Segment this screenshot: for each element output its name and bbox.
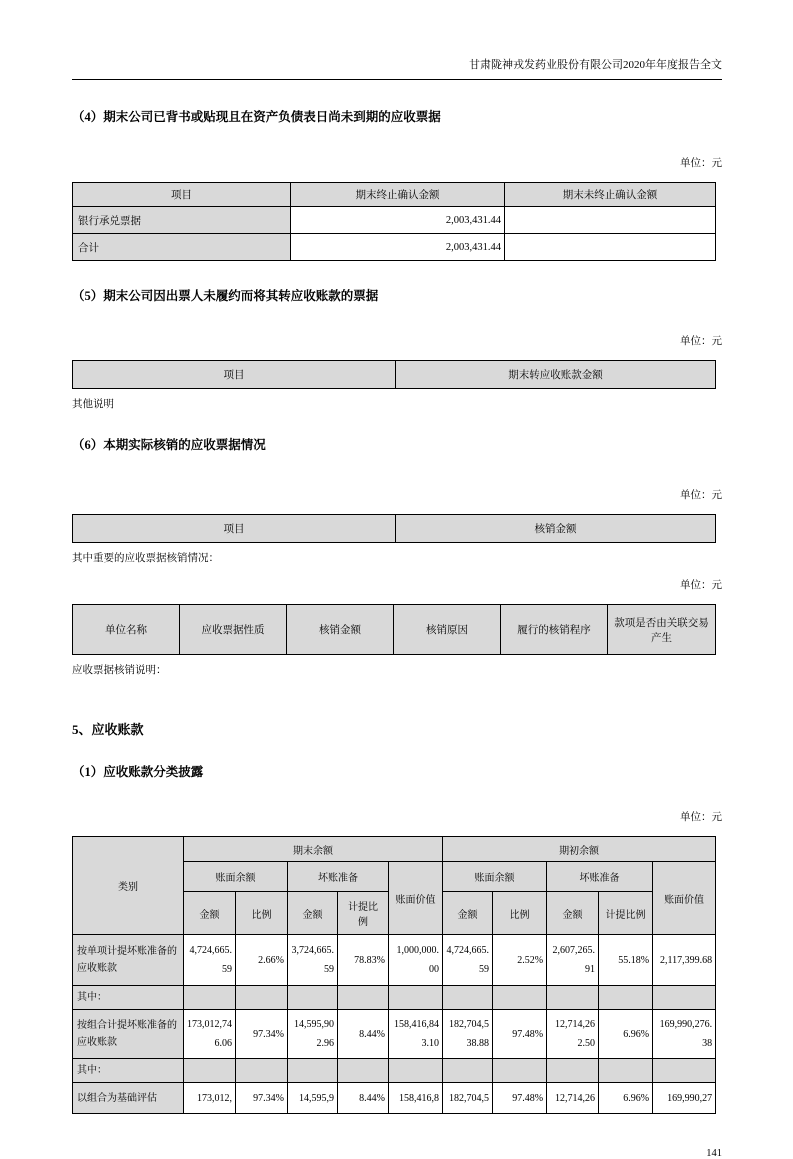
- cell-value: [288, 1059, 338, 1083]
- col-header: 核销金额: [396, 515, 716, 543]
- row-label: 按组合计提坏账准备的应收账款: [73, 1010, 184, 1059]
- cell-value: 97.34%: [236, 1010, 288, 1059]
- cell-value: [547, 1059, 599, 1083]
- col-header: 款项是否由关联交易产生: [608, 605, 716, 655]
- cell-value: [653, 1059, 716, 1083]
- cell-value: 12,714,26: [547, 1083, 599, 1114]
- col-header: 单位名称: [73, 605, 180, 655]
- table-header-row: [73, 361, 716, 389]
- cell-value: 173,012,746.06: [184, 1010, 236, 1059]
- col-header-end-balance: 期末余额: [184, 837, 443, 862]
- col-header-provision-ratio: 计提比例: [338, 892, 389, 935]
- row-label: 其中：: [73, 986, 184, 1010]
- cell-value: 97.34%: [236, 1083, 288, 1114]
- cell-value: [443, 986, 493, 1010]
- cell-value: 8.44%: [338, 1083, 389, 1114]
- col-header: 履行的核销程序: [501, 605, 608, 655]
- cell-value: [184, 1059, 236, 1083]
- cell-value: 158,416,843.10: [389, 1010, 443, 1059]
- cell-value: 158,416,8: [389, 1083, 443, 1114]
- cell-value: [184, 986, 236, 1010]
- cell-value: 173,012,: [184, 1083, 236, 1114]
- cell-value: [236, 1059, 288, 1083]
- cell-value: 97.48%: [493, 1083, 547, 1114]
- unit-label: 单位：元: [680, 336, 722, 347]
- page-header-title: 甘肃陇神戎发药业股份有限公司2020年年度报告全文: [72, 56, 722, 80]
- cell-value: 169,990,276.38: [653, 1010, 716, 1059]
- col-header-book-value: 账面价值: [389, 862, 443, 935]
- cell-value: 6.96%: [599, 1010, 653, 1059]
- unit-label: 单位：元: [680, 580, 722, 591]
- cell-value: 182,704,5: [443, 1083, 493, 1114]
- unit-label: 单位：元: [680, 158, 722, 169]
- row-label: 按单项计提坏账准备的应收账款: [73, 935, 184, 986]
- cell-value: 6.96%: [599, 1083, 653, 1114]
- cell-value: 169,990,27: [653, 1083, 716, 1114]
- ar-classification-table: [72, 836, 716, 1114]
- transferred-notes-table: [72, 360, 716, 389]
- cell-value: 14,595,9: [288, 1083, 338, 1114]
- col-header: 项目: [73, 183, 291, 207]
- unit-label: 单位：元: [680, 812, 722, 823]
- col-header: 期末终止确认金额: [291, 183, 505, 207]
- col-header: 项目: [73, 361, 396, 389]
- writeoff-explain-note: 应收票据核销说明：: [72, 665, 167, 676]
- written-off-notes-table: [72, 514, 716, 543]
- table-row: [73, 234, 716, 261]
- cell-value: 2.66%: [236, 935, 288, 986]
- cell-value: [493, 986, 547, 1010]
- table-row: [73, 986, 716, 1010]
- cell-value: [389, 986, 443, 1010]
- cell-value: [599, 986, 653, 1010]
- cell-value: 2.52%: [493, 935, 547, 986]
- col-header: 核销原因: [394, 605, 501, 655]
- cell-value: [443, 1059, 493, 1083]
- cell-value: [338, 986, 389, 1010]
- cell-value: 182,704,538.88: [443, 1010, 493, 1059]
- cell-value: 8.44%: [338, 1010, 389, 1059]
- col-header-provision-ratio: 计提比例: [599, 892, 653, 935]
- table-row: [73, 1059, 716, 1083]
- important-writeoff-table: [72, 604, 716, 655]
- cell-value: 97.48%: [493, 1010, 547, 1059]
- ar-classification-heading: （1）应收账款分类披露: [72, 765, 204, 779]
- col-header-begin-balance: 期初余额: [443, 837, 716, 862]
- cell-value: [389, 1059, 443, 1083]
- row-label: 以组合为基础评估: [73, 1083, 184, 1114]
- col-header-book-balance: 账面余额: [184, 862, 288, 892]
- accounts-receivable-heading: 5、应收账款: [72, 722, 144, 737]
- row-label: 银行承兑票据: [73, 207, 291, 234]
- cell-value: [505, 207, 716, 234]
- row-label: 其中：: [73, 1059, 184, 1083]
- other-note: 其他说明: [72, 399, 114, 410]
- col-header: 期末未终止确认金额: [505, 183, 716, 207]
- table-row: [73, 1083, 716, 1114]
- table-row: [73, 935, 716, 986]
- col-header-bad-debt: 坏账准备: [288, 862, 389, 892]
- section4-heading: （4）期末公司已背书或贴现且在资产负债表日尚未到期的应收票据: [72, 110, 441, 124]
- cell-value: 14,595,902.96: [288, 1010, 338, 1059]
- cell-value: [493, 1059, 547, 1083]
- col-header-amount: 金额: [547, 892, 599, 935]
- cell-value: [505, 234, 716, 261]
- cell-value: [288, 986, 338, 1010]
- col-header: 项目: [73, 515, 396, 543]
- col-header-book-balance: 账面余额: [443, 862, 547, 892]
- col-header-amount: 金额: [288, 892, 338, 935]
- col-header-ratio: 比例: [236, 892, 288, 935]
- col-header-amount: 金额: [443, 892, 493, 935]
- col-header-book-value: 账面价值: [653, 862, 716, 935]
- col-header-category: 类别: [73, 837, 184, 935]
- cell-value: 3,724,665.59: [288, 935, 338, 986]
- row-label: 合计: [73, 234, 291, 261]
- cell-value: 55.18%: [599, 935, 653, 986]
- cell-value: 4,724,665.59: [184, 935, 236, 986]
- table-header-row: [73, 515, 716, 543]
- cell-value: 2,117,399.68: [653, 935, 716, 986]
- col-header: 核销金额: [287, 605, 394, 655]
- col-header: 应收票据性质: [180, 605, 287, 655]
- col-header-bad-debt: 坏账准备: [547, 862, 653, 892]
- page-number: 141: [706, 1148, 722, 1159]
- cell-value: 12,714,262.50: [547, 1010, 599, 1059]
- table-header-row: [73, 605, 716, 655]
- cell-value: 1,000,000.00: [389, 935, 443, 986]
- cell-value: [599, 1059, 653, 1083]
- unit-label: 单位：元: [680, 490, 722, 501]
- cell-value: 2,003,431.44: [291, 207, 505, 234]
- col-header: 期末转应收账款金额: [396, 361, 716, 389]
- cell-value: [653, 986, 716, 1010]
- table-row: [73, 1010, 716, 1059]
- cell-value: 78.83%: [338, 935, 389, 986]
- section6-heading: （6）本期实际核销的应收票据情况: [72, 438, 266, 452]
- cell-value: 4,724,665.59: [443, 935, 493, 986]
- col-header-ratio: 比例: [493, 892, 547, 935]
- endorsed-notes-table: [72, 182, 716, 261]
- important-writeoff-note: 其中重要的应收票据核销情况：: [72, 553, 219, 564]
- cell-value: 2,607,265.91: [547, 935, 599, 986]
- table-header-row: [73, 837, 716, 862]
- cell-value: [547, 986, 599, 1010]
- section5-heading: （5）期末公司因出票人未履约而将其转应收账款的票据: [72, 289, 379, 303]
- table-header-row: [73, 183, 716, 207]
- col-header-amount: 金额: [184, 892, 236, 935]
- cell-value: [338, 1059, 389, 1083]
- cell-value: [236, 986, 288, 1010]
- table-row: [73, 207, 716, 234]
- cell-value: 2,003,431.44: [291, 234, 505, 261]
